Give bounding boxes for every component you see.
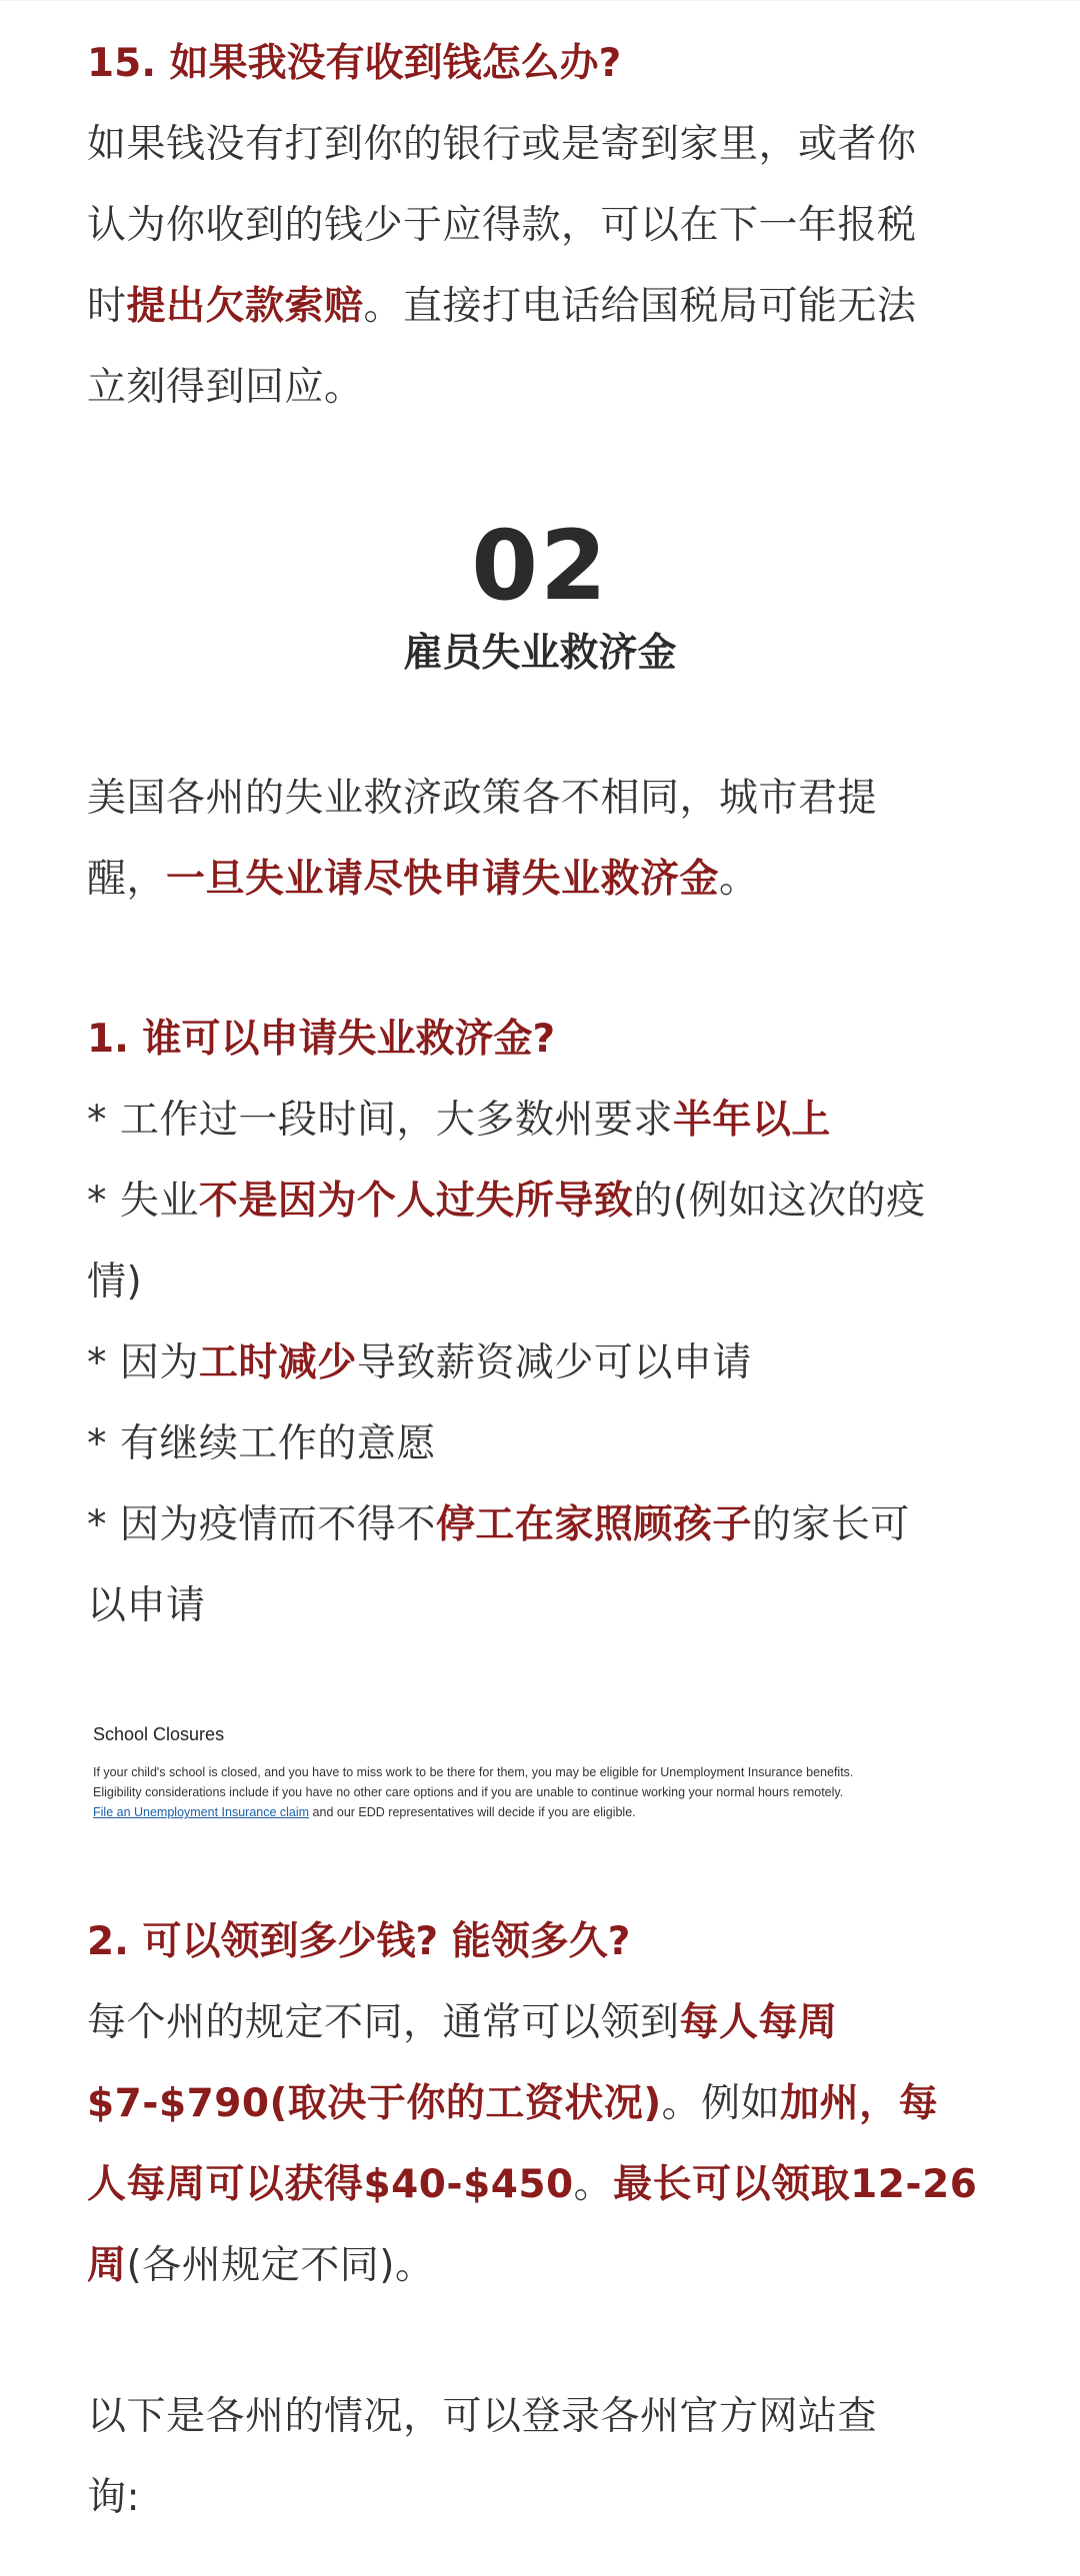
outro-line-1: 以下是各州的情况，可以登录各州官方网站查: [87, 2394, 878, 2439]
screenshot-line-3-post: and our EDD representatives will decide if you are eligible.: [309, 1805, 636, 1819]
weeks-emphasis: 周: [87, 2243, 127, 2288]
q2-line-1-pre: 每个州的规定不同，通常可以领到: [87, 2000, 680, 2045]
screenshot-line-1: If your child's school is closed, and you have to miss work to be there for them, you may be eligible for Unemployment Insurance benefits.: [93, 1765, 854, 1779]
eligibility-item-5-pre: * 因为疫情而不得不: [87, 1502, 436, 1547]
apply-asap-emphasis: 一旦失业请尽快申请失业救济金: [166, 857, 720, 902]
duration-emphasis: 最长可以领取12-26: [613, 2162, 978, 2207]
q15-line-3: [87, 266, 993, 347]
eligibility-item-5-post: 的家长可: [751, 1502, 910, 1547]
intro-line-2-post: 。: [719, 857, 759, 902]
amount-range-emphasis: $7-$790(取决于你的工资状况): [87, 2081, 662, 2126]
eligibility-item-3-post: 导致薪资减少可以申请: [356, 1340, 752, 1385]
q2-line-4-post: (各州规定不同)。: [126, 2243, 435, 2288]
eligibility-item-1-text: * 工作过一段时间，大多数州要求: [87, 1098, 673, 1143]
q2-line-1: [87, 1982, 993, 2063]
eligibility-item-2: [87, 1161, 993, 1242]
screenshot-title: School Closures: [93, 1724, 225, 1744]
section-title: 雇员失业救济金: [403, 631, 677, 676]
q15-line-4: 立刻得到回应。: [87, 365, 364, 410]
eligibility-item-1: [87, 1080, 993, 1161]
q2-line-4: [87, 2225, 993, 2306]
eligibility-item-3-pre: * 因为: [87, 1340, 199, 1385]
q2-line-2-post: 。例如: [661, 2081, 781, 2126]
question-15-heading: 15. 如果我没有收到钱怎么办?: [87, 41, 622, 86]
eligibility-item-5: [87, 1484, 993, 1565]
school-closures-screenshot: [93, 1722, 993, 1822]
q15-line-3-pre: 时: [87, 284, 127, 329]
question-1-heading: 1. 谁可以申请失业救济金?: [87, 1017, 556, 1062]
eligibility-item-3: [87, 1322, 993, 1403]
per-week-emphasis: 每人每周: [679, 2000, 838, 2045]
eligibility-item-4: * 有继续工作的意愿: [87, 1421, 436, 1466]
california-amount-emphasis: 人每周可以获得$40-$450: [87, 2162, 574, 2207]
top-divider: [0, 0, 1080, 1]
q2-line-3: [87, 2144, 993, 2225]
file-claim-link[interactable]: File an Unemployment Insurance claim: [93, 1805, 310, 1819]
q15-line-2: 认为你收到的钱少于应得款，可以在下一年报税: [87, 203, 917, 248]
article-body: [87, 34, 993, 2538]
intro-line-2-pre: 醒，: [87, 857, 167, 902]
outro-line-2: 询:: [87, 2475, 141, 2520]
screenshot-line-2: Eligibility considerations include if you have no other care options and if you are unable to continue working your normal hours remotely.: [93, 1785, 844, 1799]
question-2-heading: 2. 可以领到多少钱? 能领多久?: [87, 1919, 631, 1964]
reduced-hours-emphasis: 工时减少: [198, 1340, 357, 1385]
half-year-emphasis: 半年以上: [672, 1098, 831, 1143]
childcare-emphasis: 停工在家照顾孩子: [435, 1502, 752, 1547]
eligibility-item-2-pre: * 失业: [87, 1179, 199, 1224]
q15-line-1: 如果钱没有打到你的银行或是寄到家里，或者你: [87, 122, 917, 167]
eligibility-item-2-post: 的(例如这次的疫: [633, 1179, 926, 1224]
section-number: 02: [471, 510, 609, 622]
q15-line-3-post: 。直接打电话给国税局可能无法: [363, 284, 917, 329]
screenshot-line-3: [93, 1802, 993, 1822]
q2-line-2: [87, 2063, 993, 2144]
q2-line-3-mid: 。: [573, 2162, 614, 2207]
eligibility-item-2-cont: 情): [87, 1260, 143, 1304]
eligibility-item-5-cont: 以申请: [87, 1583, 206, 1628]
claim-emphasis: 提出欠款索赔: [126, 284, 364, 329]
no-fault-emphasis: 不是因为个人过失所导致: [198, 1179, 634, 1224]
california-emphasis: 加州，每: [780, 2081, 939, 2126]
intro-line-1: 美国各州的失业救济政策各不相同，城市君提: [87, 776, 878, 821]
intro-line-2: [87, 839, 993, 920]
